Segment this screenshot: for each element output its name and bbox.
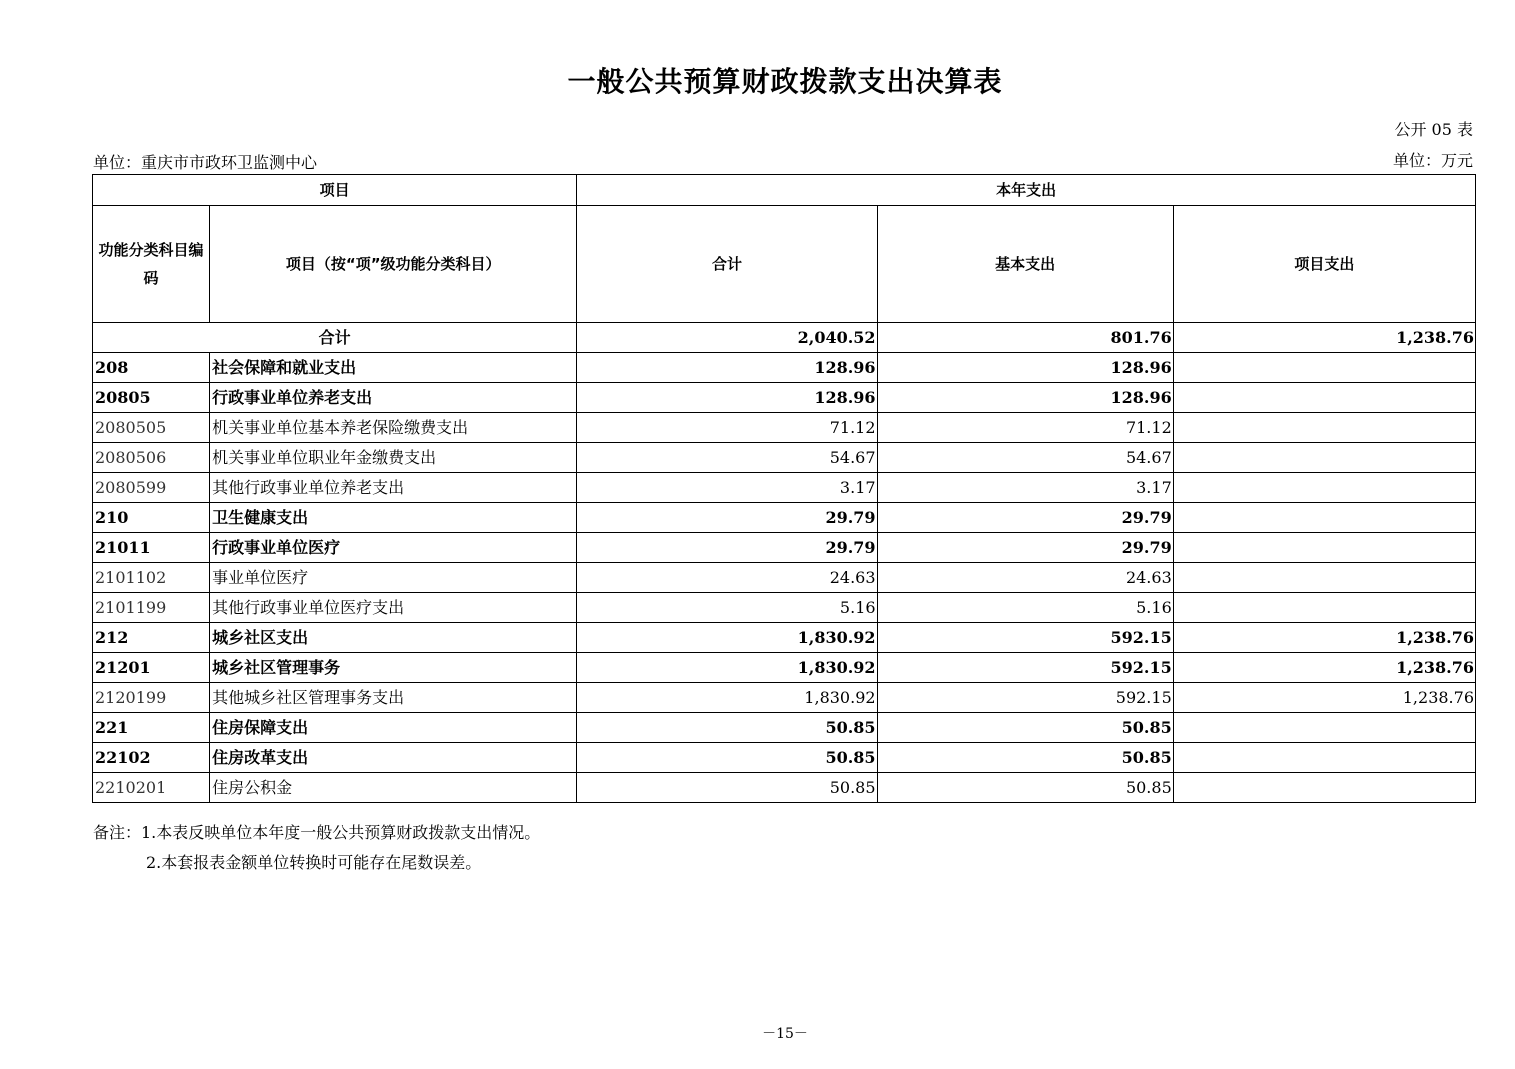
row-total: 50.85 bbox=[577, 713, 877, 743]
header-code: 功能分类科目编码 bbox=[93, 206, 210, 323]
header-row-columns bbox=[93, 206, 1476, 323]
page-title: 一般公共预算财政拨款支出决算表 bbox=[567, 65, 1003, 98]
row-project bbox=[1173, 563, 1475, 593]
row-name: 住房改革支出 bbox=[210, 743, 577, 773]
table-row bbox=[93, 563, 1476, 593]
row-project bbox=[1173, 353, 1475, 383]
table-row bbox=[93, 683, 1476, 713]
note-2: 2.本套报表金额单位转换时可能存在尾数误差。 bbox=[146, 853, 482, 872]
row-total: 54.67 bbox=[577, 443, 877, 473]
row-name: 机关事业单位职业年金缴费支出 bbox=[210, 443, 577, 473]
note-1: 备注：1.本表反映单位本年度一般公共预算财政拨款支出情况。 bbox=[93, 823, 541, 842]
row-basic: 50.85 bbox=[877, 713, 1173, 743]
row-basic: 592.15 bbox=[877, 623, 1173, 653]
row-basic: 50.85 bbox=[877, 773, 1173, 803]
header-item: 项目 bbox=[93, 175, 577, 206]
total-row bbox=[93, 323, 1476, 353]
row-basic: 24.63 bbox=[877, 563, 1173, 593]
row-basic: 3.17 bbox=[877, 473, 1173, 503]
row-name: 住房保障支出 bbox=[210, 713, 577, 743]
table-row bbox=[93, 443, 1476, 473]
row-name: 事业单位医疗 bbox=[210, 563, 577, 593]
row-code: 212 bbox=[93, 623, 210, 653]
row-name: 行政事业单位医疗 bbox=[210, 533, 577, 563]
row-basic: 29.79 bbox=[877, 503, 1173, 533]
row-name: 机关事业单位基本养老保险缴费支出 bbox=[210, 413, 577, 443]
row-code: 21201 bbox=[93, 653, 210, 683]
row-project bbox=[1173, 443, 1475, 473]
row-code: 2080506 bbox=[93, 443, 210, 473]
table-row bbox=[93, 473, 1476, 503]
row-project bbox=[1173, 503, 1475, 533]
row-project: 1,238.76 bbox=[1173, 683, 1475, 713]
total-sum: 2,040.52 bbox=[577, 323, 877, 353]
row-code: 2101199 bbox=[93, 593, 210, 623]
row-name: 其他行政事业单位医疗支出 bbox=[210, 593, 577, 623]
row-total: 71.12 bbox=[577, 413, 877, 443]
table-row bbox=[93, 593, 1476, 623]
total-project: 1,238.76 bbox=[1173, 323, 1475, 353]
row-project bbox=[1173, 713, 1475, 743]
row-basic: 128.96 bbox=[877, 353, 1173, 383]
row-project bbox=[1173, 533, 1475, 563]
table-row bbox=[93, 503, 1476, 533]
table-row bbox=[93, 413, 1476, 443]
row-code: 2080505 bbox=[93, 413, 210, 443]
row-name: 其他城乡社区管理事务支出 bbox=[210, 683, 577, 713]
row-name: 社会保障和就业支出 bbox=[210, 353, 577, 383]
row-project: 1,238.76 bbox=[1173, 653, 1475, 683]
row-name: 城乡社区支出 bbox=[210, 623, 577, 653]
row-total: 5.16 bbox=[577, 593, 877, 623]
total-label: 合计 bbox=[93, 323, 577, 353]
row-name: 行政事业单位养老支出 bbox=[210, 383, 577, 413]
row-total: 50.85 bbox=[577, 773, 877, 803]
header-name: 项目（按“项”级功能分类科目） bbox=[210, 206, 577, 323]
row-code: 221 bbox=[93, 713, 210, 743]
reporting-unit: 单位：重庆市市政环卫监测中心 bbox=[93, 153, 318, 172]
row-project: 1,238.76 bbox=[1173, 623, 1475, 653]
header-basic: 基本支出 bbox=[877, 206, 1173, 323]
row-project bbox=[1173, 773, 1475, 803]
table-row bbox=[93, 653, 1476, 683]
row-name: 城乡社区管理事务 bbox=[210, 653, 577, 683]
row-name: 其他行政事业单位养老支出 bbox=[210, 473, 577, 503]
row-total: 3.17 bbox=[577, 473, 877, 503]
row-project bbox=[1173, 593, 1475, 623]
row-code: 210 bbox=[93, 503, 210, 533]
row-name: 住房公积金 bbox=[210, 773, 577, 803]
header-total: 合计 bbox=[577, 206, 877, 323]
table-row bbox=[93, 353, 1476, 383]
form-number: 公开 05 表 bbox=[1394, 120, 1473, 139]
row-project bbox=[1173, 473, 1475, 503]
row-code: 2120199 bbox=[93, 683, 210, 713]
header-row-group bbox=[93, 175, 1476, 206]
row-total: 50.85 bbox=[577, 743, 877, 773]
row-code: 208 bbox=[93, 353, 210, 383]
table-row bbox=[93, 743, 1476, 773]
header-project: 项目支出 bbox=[1173, 206, 1475, 323]
page-number: －15－ bbox=[762, 1026, 808, 1042]
table-row bbox=[93, 383, 1476, 413]
table-row bbox=[93, 623, 1476, 653]
row-basic: 592.15 bbox=[877, 653, 1173, 683]
row-code: 2080599 bbox=[93, 473, 210, 503]
table-row bbox=[93, 773, 1476, 803]
row-basic: 54.67 bbox=[877, 443, 1173, 473]
row-total: 1,830.92 bbox=[577, 653, 877, 683]
total-basic: 801.76 bbox=[877, 323, 1173, 353]
row-total: 1,830.92 bbox=[577, 683, 877, 713]
row-project bbox=[1173, 383, 1475, 413]
table-row bbox=[93, 533, 1476, 563]
row-basic: 128.96 bbox=[877, 383, 1173, 413]
row-basic: 592.15 bbox=[877, 683, 1173, 713]
row-total: 1,830.92 bbox=[577, 623, 877, 653]
row-total: 29.79 bbox=[577, 533, 877, 563]
table-row bbox=[93, 713, 1476, 743]
header-current-year: 本年支出 bbox=[577, 175, 1476, 206]
currency-unit: 单位：万元 bbox=[1392, 151, 1473, 170]
row-total: 24.63 bbox=[577, 563, 877, 593]
row-total: 29.79 bbox=[577, 503, 877, 533]
row-code: 2210201 bbox=[93, 773, 210, 803]
row-project bbox=[1173, 743, 1475, 773]
row-code: 22102 bbox=[93, 743, 210, 773]
row-code: 21011 bbox=[93, 533, 210, 563]
row-code: 2101102 bbox=[93, 563, 210, 593]
row-project bbox=[1173, 413, 1475, 443]
row-basic: 5.16 bbox=[877, 593, 1173, 623]
expenditure-table bbox=[92, 174, 1476, 803]
row-total: 128.96 bbox=[577, 353, 877, 383]
row-basic: 50.85 bbox=[877, 743, 1173, 773]
row-basic: 71.12 bbox=[877, 413, 1173, 443]
row-name: 卫生健康支出 bbox=[210, 503, 577, 533]
row-total: 128.96 bbox=[577, 383, 877, 413]
row-basic: 29.79 bbox=[877, 533, 1173, 563]
row-code: 20805 bbox=[93, 383, 210, 413]
